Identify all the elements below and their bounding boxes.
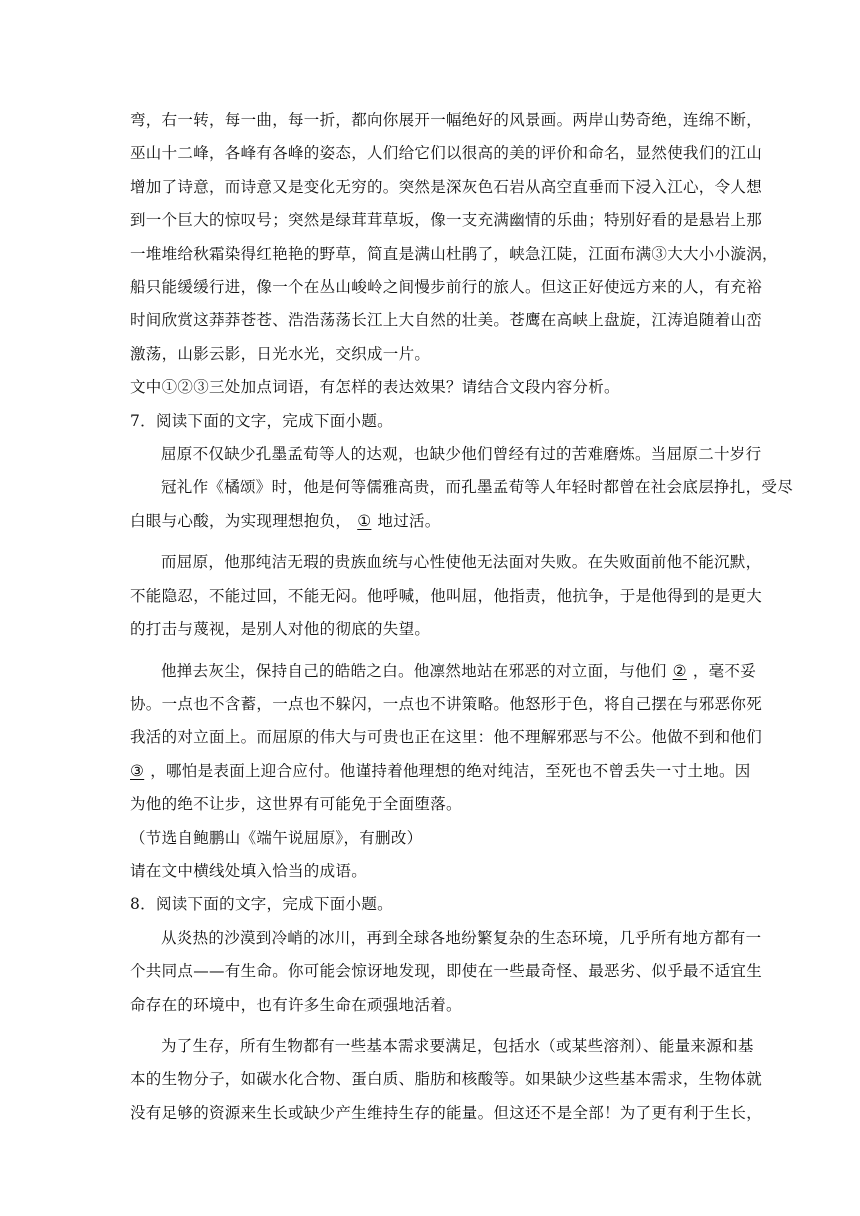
question-6: 文中①②③三处加点词语，有怎样的表达效果？请结合文段内容分析。 <box>130 378 620 397</box>
text-line: 命存在的环境中，也有许多生命在顽强地活着。 <box>130 995 462 1014</box>
question-8-paragraph-1 <box>130 922 763 1022</box>
text-line: 为了生存，所有生物都有一些基本需求要满足，包括水（或某些溶剂）、能量来源和基 <box>161 1036 754 1055</box>
text-line: 到一个巨大的惊叹号；突然是绿茸茸草坂，像一支充满幽情的乐曲；特别好看的是悬岩上那 <box>130 211 763 230</box>
text-line: 本的生物分子，如碳水化合物、蛋白质、脂肪和核酸等。如果缺少这些基本需求，生物体就 <box>130 1070 763 1089</box>
question-7-paragraph-1 <box>130 438 794 538</box>
passage-6 <box>130 104 778 405</box>
text-line: 不能隐忍，不能过回，不能无闷。他呼喊，他叫屈，他指责，他抗争，于是他得到的是更大 <box>130 586 763 605</box>
blank-2[interactable]: ② <box>672 661 687 680</box>
text-line: 一堆堆给秋霜染得红艳艳的野草，简直是满山杜鹃了，峡急江陡，江面布满③大大小小漩涡， <box>130 244 778 263</box>
text-line: 白眼与心酸，为实现理想抱负， ① 地过活。 <box>130 511 441 530</box>
question-7-paragraph-2 <box>130 546 763 646</box>
blank-1[interactable]: ① <box>357 511 372 530</box>
text-line: 他掸去灰尘，保持自己的皓皓之白。他凛然地站在邪恶的对立面，与他们 ② ，毫不妥 <box>161 661 757 680</box>
text-line: ③ ，哪怕是表面上迎合应付。他谨持着他理想的绝对纯洁，至死也不曾丢失一寸土地。因 <box>130 761 751 780</box>
blank-3[interactable]: ③ <box>130 761 145 780</box>
question-7 <box>130 405 794 889</box>
text-line: 激荡，山影云影，日光水光，交织成一片。 <box>130 344 431 363</box>
text-line: 而屈原，他那纯洁无瑕的贵族血统与心性使他无法面对失败。在失败面前他不能沉默， <box>161 553 762 572</box>
text-line: 为他的绝不让步，这世界有可能免于全面堕落。 <box>130 795 462 814</box>
source-citation: （节选自鲍鹏山《端午说屈原》，有删改） <box>130 828 423 847</box>
question-7-prompt: 请在文中横线处填入恰当的成语。 <box>130 861 368 880</box>
text-line: 的打击与蔑视，是别人对他的彻底的失望。 <box>130 620 431 639</box>
text-line: 从炎热的沙漠到冷峭的冰川，再到全球各地纷繁复杂的生态环境，几乎所有地方都有一 <box>161 928 762 947</box>
text-line: 没有足够的资源来生长或缺少产生维持生存的能量。但这还不是全部！为了更有利于生长， <box>130 1103 763 1122</box>
question-8 <box>130 888 763 1130</box>
question-8-paragraph-2 <box>130 1030 763 1130</box>
text-line: 巫山十二峰，各峰有各峰的姿态，人们给它们以很高的美的评价和命名，显然使我们的江山 <box>130 144 763 163</box>
text-line: 增加了诗意，而诗意又是变化无穷的。突然是深灰色石岩从高空直垂而下浸入江心，令人想 <box>130 177 763 196</box>
text-line: 协。一点也不含蓄，一点也不躲闪，一点也不讲策略。他怒形于色，将自己摆在与邪恶你死 <box>130 694 763 713</box>
question-8-heading: 8．阅读下面的文字，完成下面小题。 <box>130 895 393 914</box>
text-line: 屈原不仅缺少孔墨孟荀等人的达观，也缺少他们曾经有过的苦难磨炼。当屈原二十岁行 <box>161 445 762 464</box>
passage-6-text <box>130 104 778 405</box>
text-line: 船只能缓缓行进，像一个在丛山峻岭之间慢步前行的旅人。但这正好使远方来的人，有充裕 <box>130 278 763 297</box>
text-line: 弯，右一转，每一曲，每一折，都向你展开一幅绝好的风景画。两岸山势奇绝，连绵不断， <box>130 111 763 129</box>
question-7-heading: 7．阅读下面的文字，完成下面小题。 <box>130 411 393 430</box>
text-line: 我活的对立面上。而屈原的伟大与可贵也正在这里：他不理解邪恶与不公。他做不到和他们 <box>130 728 763 747</box>
question-7-paragraph-3 <box>130 655 763 822</box>
text-line: 个共同点——有生命。你可能会惊讶地发现，即使在一些最奇怪、最恶劣、似乎最不适宜生 <box>130 962 763 981</box>
text-line: 冠礼作《橘颂》时，他是何等儒雅高贵，而孔墨孟荀等人年轻时都曾在社会底层挣扎，受尽 <box>161 478 794 497</box>
text-line: 时间欣赏这莽莽苍苍、浩浩荡荡长江上大自然的壮美。苍鹰在高峡上盘旋，江涛追随着山峦 <box>130 311 763 330</box>
